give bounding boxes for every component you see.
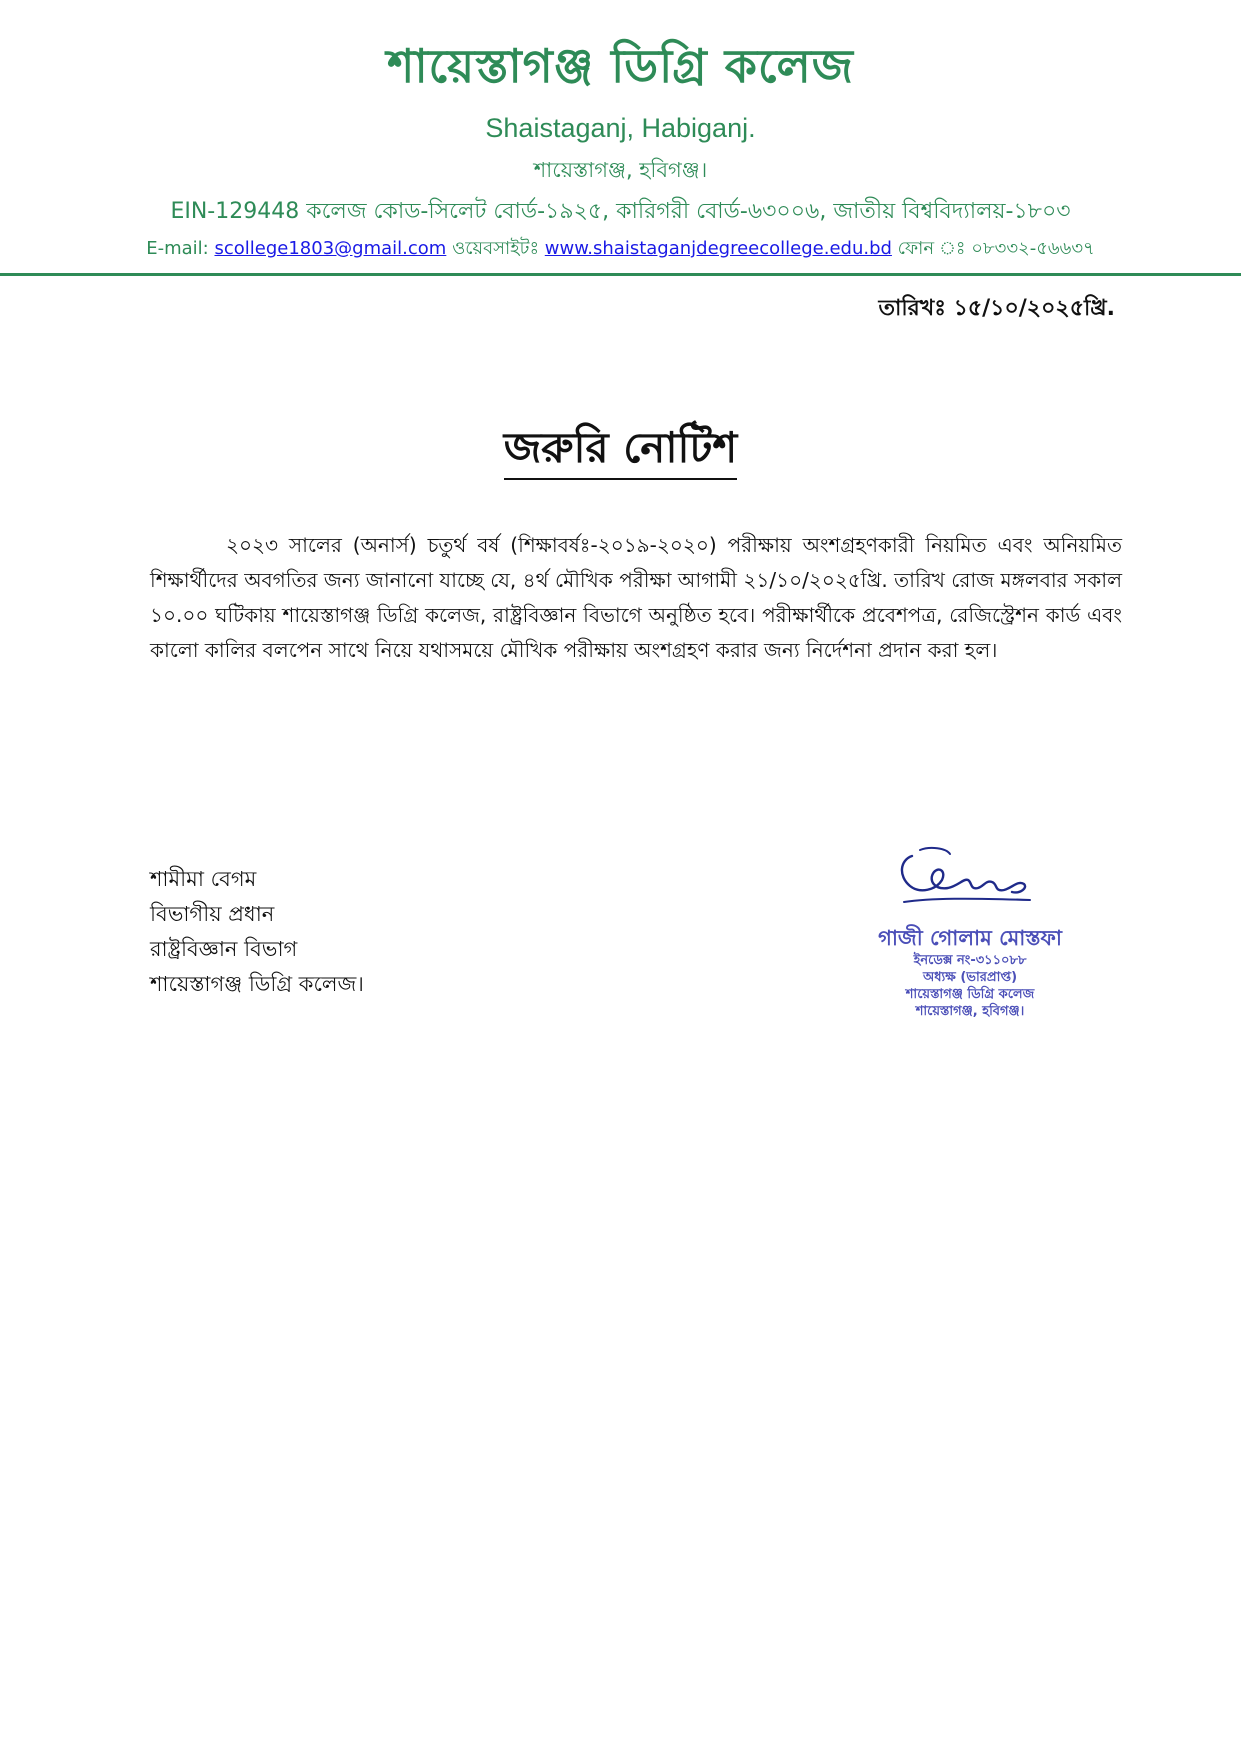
signatory-name: শামীমা বেগম bbox=[150, 867, 257, 891]
college-codes: EIN-129448 কলেজ কোড-সিলেট বোর্ড-১৯২৫, কারিগরী বোর্ড-৬৩০০৬, জাতীয় বিশ্ববিদ্যালয়-১৮০৩ bbox=[170, 199, 1071, 224]
college-location: শায়েস্তাগঞ্জ, হবিগঞ্জ। bbox=[533, 158, 708, 182]
principal-signature-block bbox=[830, 840, 1130, 1025]
notice-date: তারিখঃ ১৫/১০/২০২৫খ্রি. bbox=[878, 296, 1115, 321]
letterhead bbox=[0, 0, 1241, 278]
email-link[interactable]: scollege1803@gmail.com bbox=[214, 238, 447, 259]
notice-title: জরুরি নোটিশ bbox=[504, 420, 738, 480]
header-divider bbox=[0, 273, 1241, 276]
stamp-index: ইনডেক্স নং-৩১১০৮৮ bbox=[913, 953, 1027, 968]
stamp-name: গাজী গোলাম মোস্তফা bbox=[878, 926, 1062, 950]
signatory-title: বিভাগীয় প্রধান bbox=[150, 902, 275, 926]
signatory-institution: শায়েস্তাগঞ্জ ডিগ্রি কলেজ। bbox=[150, 972, 364, 996]
notice-title-block bbox=[0, 420, 1241, 480]
website-link[interactable]: www.shaistaganjdegreecollege.edu.bd bbox=[544, 238, 892, 259]
phone-text: ফোন ঃ ০৮৩৩২-৫৬৬৩৭ bbox=[897, 238, 1095, 259]
college-name-bengali: শায়েস্তাগঞ্জ ডিগ্রি কলেজ bbox=[387, 39, 854, 93]
stamp-location: শায়েস্তাগঞ্জ, হবিগঞ্জ। bbox=[915, 1004, 1025, 1019]
notice-body: ২০২৩ সালের (অনার্স) চতুর্থ বর্ষ (শিক্ষাবর্ষঃ-২০১৯-২০২০) পরীক্ষায় অংশগ্রহণকারী নিয়মিত এবং অনিয়মিত শিক্ষার্থীদের অবগতির জন্য জানানো যাচ্ছে যে, ৪র্থ মৌখিক পরীক্ষা আগামী ২১/১০/২০২৫খ্রি. তারিখ রোজ মঙ্গলবার সকাল ১০.০০ ঘটিকায় শায়েস্তাগঞ্জ ডিগ্রি কলেজ, রাষ্ট্রবিজ্ঞান বিভাগে অনুষ্ঠিত হবে। পরীক্ষার্থীকে প্রবেশপত্র, রেজিস্ট্রেশন কার্ড এবং কালো কালির বলপেন সাথে নিয়ে যথাসময়ে মৌখিক পরীক্ষায় অংশগ্রহণ করার জন্য নির্দেশনা প্রদান করা হল। bbox=[150, 533, 1122, 662]
signatory-department: রাষ্ট্রবিজ্ঞান বিভাগ bbox=[150, 937, 298, 961]
stamp-designation: অধ্যক্ষ (ভারপ্রাপ্ত) bbox=[922, 970, 1018, 985]
college-name-english: Shaistaganj, Habiganj. bbox=[485, 113, 756, 143]
stamp-college: শায়েস্তাগঞ্জ ডিগ্রি কলেজ bbox=[905, 987, 1035, 1002]
website-label: ওয়েবসাইটঃ bbox=[452, 238, 540, 259]
signatory-block bbox=[150, 862, 570, 1002]
email-label: E-mail: bbox=[146, 238, 209, 259]
official-stamp bbox=[830, 924, 1110, 1020]
handwritten-signature bbox=[890, 840, 1040, 920]
contact-line bbox=[0, 236, 1241, 262]
